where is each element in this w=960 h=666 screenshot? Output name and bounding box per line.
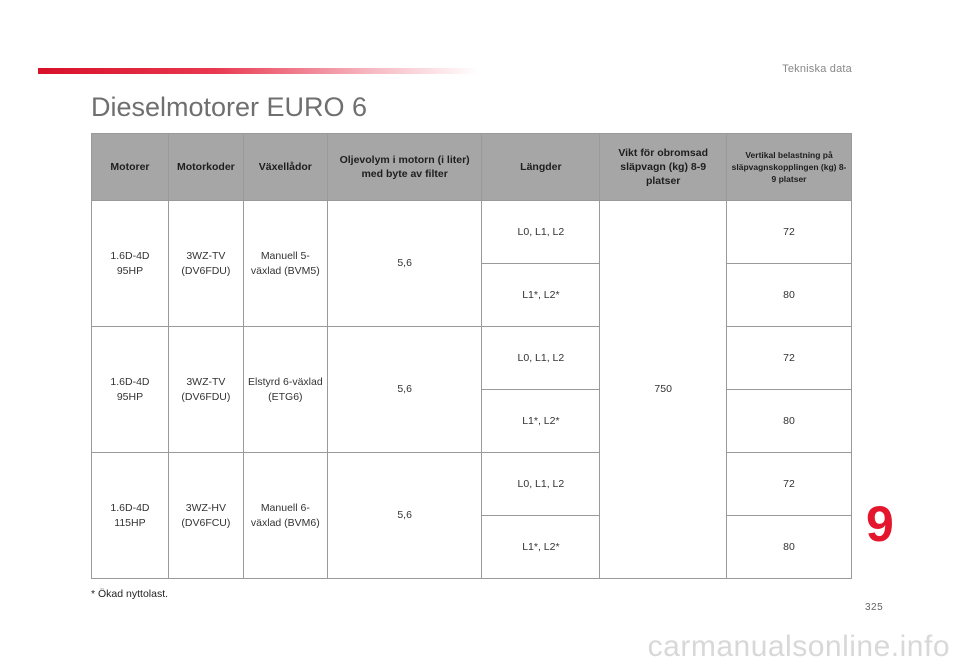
engine-code-cell: 3WZ-TV (DV6FDU) — [168, 201, 243, 327]
col-header-oil-volume: Oljevolym i motorn (i liter) med byte av filter — [327, 134, 482, 201]
length-cell: L1*, L2* — [482, 390, 600, 453]
col-header-hitch-load: Vertikal belastning på släpvagnskopplingen (kg) 8-9 platser — [727, 134, 852, 201]
length-cell: L0, L1, L2 — [482, 453, 600, 516]
col-header-trailer-weight: Vikt för obromsad släpvagn (kg) 8-9 platser — [600, 134, 727, 201]
page-title: Dieselmotorer EURO 6 — [91, 92, 368, 122]
gearbox-cell: Elstyrd 6-växlad (ETG6) — [243, 327, 327, 453]
engine-code-cell: 3WZ-HV (DV6FCU) — [168, 453, 243, 579]
engine-cell: 1.6D-4D 95HP — [92, 327, 169, 453]
trailer-weight-cell: 750 — [600, 201, 727, 579]
chapter-number: 9 — [866, 496, 894, 552]
gearbox-cell: Manuell 6-växlad (BVM6) — [243, 453, 327, 579]
table-row — [92, 327, 852, 390]
col-header-gearbox: Växellådor — [243, 134, 327, 201]
length-cell: L1*, L2* — [482, 516, 600, 579]
length-cell: L0, L1, L2 — [482, 327, 600, 390]
col-header-length: Längder — [482, 134, 600, 201]
page-number: 325 — [865, 602, 884, 613]
hitch-load-cell: 72 — [727, 201, 852, 264]
length-cell: L1*, L2* — [482, 264, 600, 327]
hitch-load-cell: 80 — [727, 516, 852, 579]
engine-cell: 1.6D-4D 115HP — [92, 453, 169, 579]
table-row — [92, 201, 852, 264]
diesel-engine-spec-table — [91, 133, 852, 579]
engine-code-cell: 3WZ-TV (DV6FDU) — [168, 327, 243, 453]
table-header-row — [92, 134, 852, 201]
hitch-load-cell: 80 — [727, 390, 852, 453]
oil-volume-cell: 5,6 — [327, 327, 482, 453]
footnote: * Ökad nyttolast. — [91, 588, 169, 600]
gearbox-cell: Manuell 5-växlad (BVM5) — [243, 201, 327, 327]
watermark: carmanualsonline.info — [647, 630, 950, 663]
table-row — [92, 453, 852, 516]
section-label: Tekniska data — [782, 63, 852, 75]
oil-volume-cell: 5,6 — [327, 201, 482, 327]
length-cell: L0, L1, L2 — [482, 201, 600, 264]
engine-cell: 1.6D-4D 95HP — [92, 201, 169, 327]
hitch-load-cell: 72 — [727, 453, 852, 516]
col-header-engine-code: Motorkoder — [168, 134, 243, 201]
col-header-engine: Motorer — [92, 134, 169, 201]
hitch-load-cell: 80 — [727, 264, 852, 327]
hitch-load-cell: 72 — [727, 327, 852, 390]
oil-volume-cell: 5,6 — [327, 453, 482, 579]
header-accent-bar — [38, 68, 478, 74]
